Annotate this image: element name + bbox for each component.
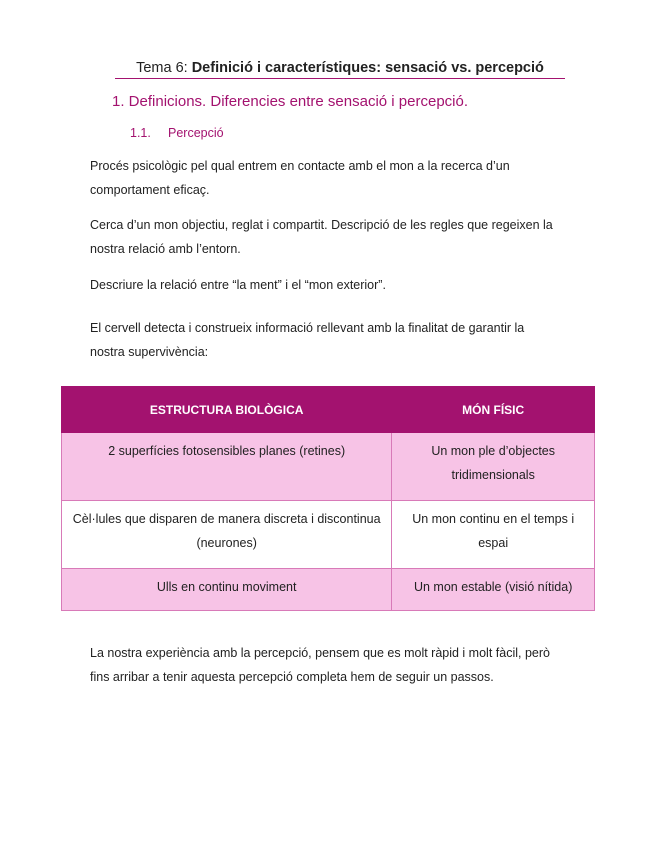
table-header-cell: MÓN FÍSIC bbox=[392, 387, 595, 433]
comparison-table bbox=[61, 386, 595, 611]
page-header bbox=[115, 60, 565, 79]
paragraph-relation: Descriure la relació entre “la ment” i el “mon exterior”. bbox=[90, 278, 386, 292]
paragraph-closing: La nostra experiència amb la percepció, pensem que es molt ràpid i molt fàcil, però fins arribar a tenir aquesta percepció completa hem de seguir un passos. bbox=[90, 646, 550, 684]
paragraph-brain: El cervell detecta i construeix informació rellevant amb la finalitat de garantir la nostra supervivència: bbox=[90, 321, 525, 359]
header-title: Definició i característiques: sensació vs. percepció bbox=[191, 60, 544, 76]
table-cell: Un mon ple d’objectes tridimensionals bbox=[392, 433, 595, 501]
subsection-heading bbox=[130, 126, 224, 140]
subsection-title: Percepció bbox=[168, 126, 224, 140]
table-cell: 2 superfícies fotosensibles planes (retines) bbox=[62, 433, 392, 501]
section-heading: 1. Definicions. Diferencies entre sensació i percepció. bbox=[112, 93, 469, 110]
table-row bbox=[62, 569, 595, 611]
paragraph-definition: Procés psicològic pel qual entrem en contacte amb el mon a la recerca d’un comportament eficaç. bbox=[90, 159, 510, 197]
table-header-row bbox=[62, 387, 595, 433]
table-cell: Cèl·lules que disparen de manera discreta i discontinua (neurones) bbox=[62, 501, 392, 569]
table-cell: Un mon estable (visió nítida) bbox=[392, 569, 595, 611]
table-row bbox=[62, 433, 595, 501]
table-cell: Un mon continu en el temps i espai bbox=[392, 501, 595, 569]
table-cell: Ulls en continu moviment bbox=[62, 569, 392, 611]
subsection-number: 1.1. bbox=[130, 126, 151, 140]
table-row bbox=[62, 501, 595, 569]
header-topic: Tema 6: bbox=[136, 60, 192, 76]
table-header-cell: ESTRUCTURA BIOLÒGICA bbox=[62, 387, 392, 433]
paragraph-objective: Cerca d’un mon objectiu, reglat i compartit. Descripció de les regles que regeixen la nostra relació amb l’entorn. bbox=[90, 218, 553, 256]
